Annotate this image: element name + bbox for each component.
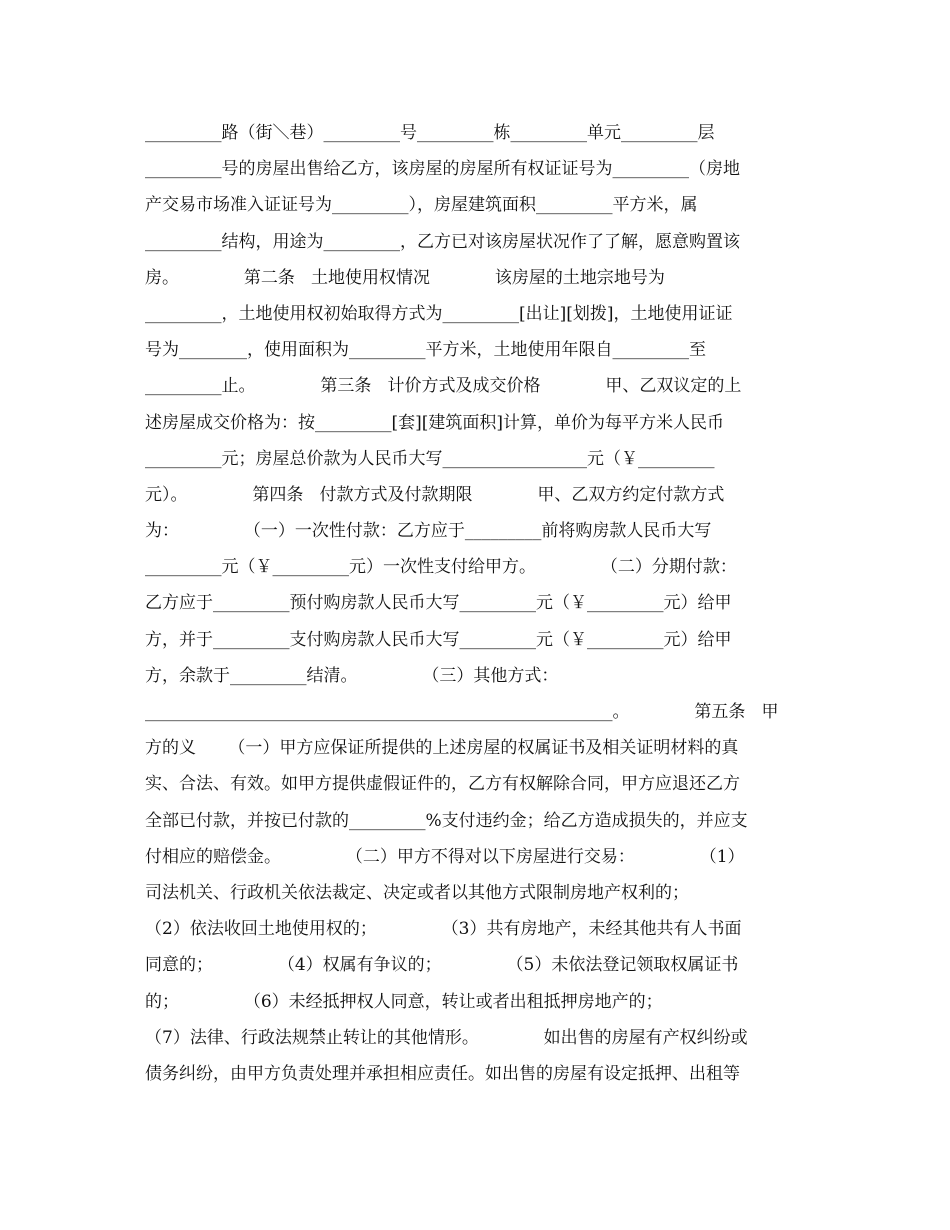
- text-line: _________结构，用途为_________，乙方已对该房屋状况作了了解，愿意购置该: [145, 231, 740, 252]
- text-line: 实、合法、有效。如甲方提供虚假证件的，乙方有权解除合同，甲方应退还乙方: [145, 774, 740, 795]
- text-line: 方，并于_________支付购房款人民币大写_________元（￥_________元）给甲: [145, 629, 732, 650]
- text-line: 产交易市场准入证证号为_________），房屋建筑面积_________平方米，属: [145, 195, 698, 216]
- text-line: _______________________________________________________。 第五条 甲: [145, 702, 779, 722]
- text-line: 方的义 （一）甲方应保证所提供的上述房屋的权属证书及相关证明材料的真: [145, 738, 739, 759]
- text-line: 全部已付款，并按已付款的_________%支付违约金；给乙方造成损失的，并应支: [145, 810, 748, 831]
- text-line: 述房屋成交价格为：按_________[套][建筑面积]计算，单价为每平方米人民币: [145, 412, 725, 433]
- text-line: _________，土地使用权初始取得方式为_________[出让][划拨]，土地使用证证: [145, 303, 733, 324]
- contract-text: [145, 115, 810, 1092]
- text-line: 乙方应于_________预付购房款人民币大写_________元（￥_________元）给甲: [145, 593, 732, 614]
- text-line: _________元；房屋总价款为人民币大写_________________元（￥_________: [145, 448, 715, 469]
- text-line: （2）依法收回土地使用权的； （3）共有房地产，未经其他共有人书面: [145, 919, 742, 940]
- text-line: _________元（￥_________元）一次性支付给甲方。 （二）分期付款：: [145, 557, 737, 578]
- text-line: _________路（街＼巷）_________号_________栋_________单元_________层: [145, 123, 715, 143]
- text-line: （7）法律、行政法规禁止转让的其他情形。 如出售的房屋有产权纠纷或: [145, 1027, 748, 1048]
- text-line: 债务纠纷，由甲方负责处理并承担相应责任。如出售的房屋有设定抵押、出租等: [145, 1063, 740, 1084]
- text-line: 的； （6）未经抵押权人同意，转让或者出租抵押房地产的；: [145, 991, 663, 1012]
- text-line: 方，余款于_________结清。 （三）其他方式：: [145, 665, 559, 686]
- text-line: 房。 第二条 土地使用权情况 该房屋的土地宗地号为: [145, 267, 665, 288]
- text-line: _________号的房屋出售给乙方，该房屋的房屋所有权证证号为_________（房地: [145, 159, 740, 180]
- text-line: 为： （一）一次性付款：乙方应于_________前将购房款人民币大写: [145, 521, 712, 542]
- text-line: _________止。 第三条 计价方式及成交价格 甲、乙双议定的上: [145, 376, 742, 397]
- text-line: 司法机关、行政机关依法裁定、决定或者以其他方式限制房地产权利的；: [145, 882, 689, 903]
- text-line: 付相应的赔偿金。 （二）甲方不得对以下房屋进行交易： （1）: [145, 846, 745, 867]
- text-line: 同意的； （4）权属有争议的； （5）未依法登记领取权属证书: [145, 955, 739, 976]
- text-line: 元）。 第四条 付款方式及付款期限 甲、乙双方约定付款方式: [145, 484, 725, 505]
- text-line: 号为________，使用面积为_________平方米，土地使用年限自_________至: [145, 340, 706, 361]
